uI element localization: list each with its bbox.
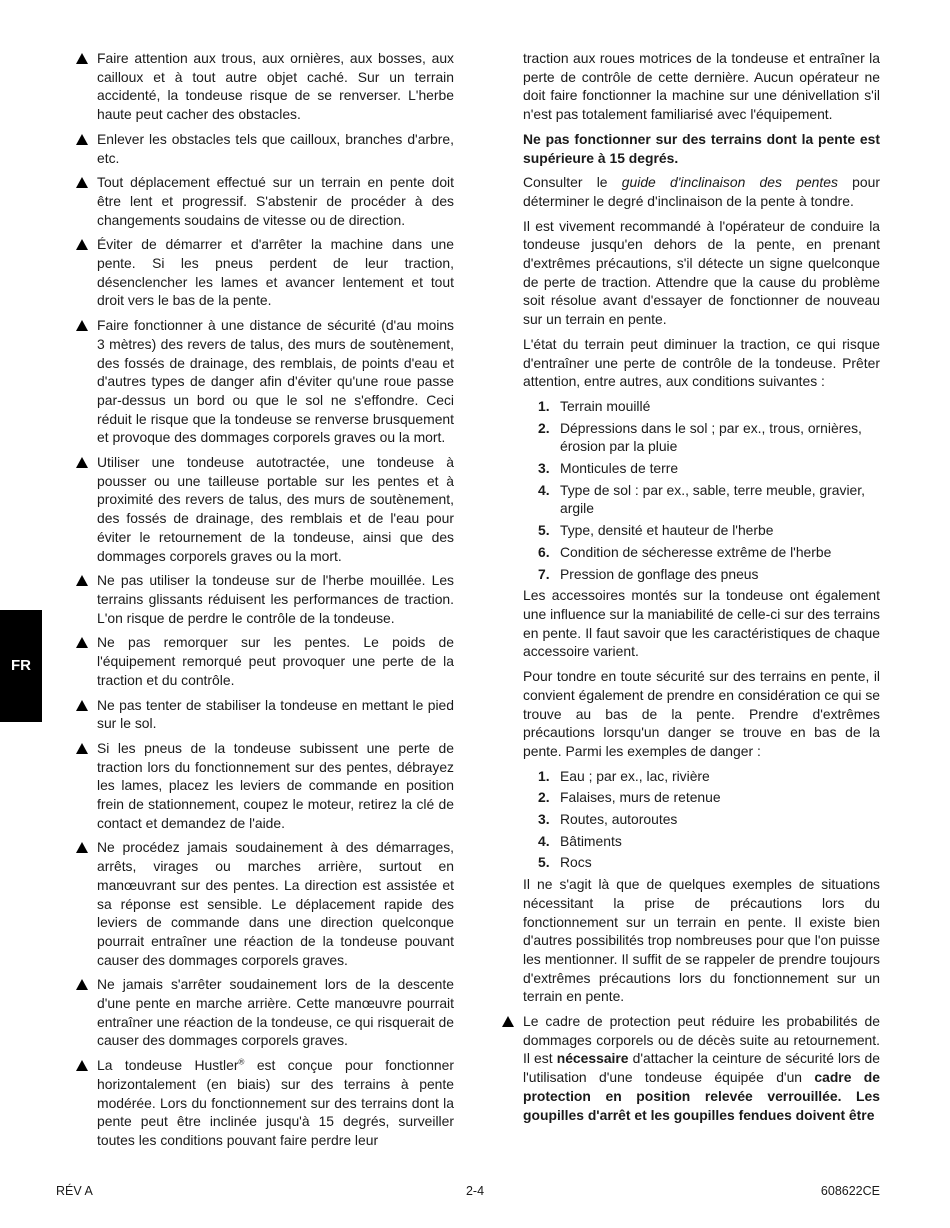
safety-item-text: Ne procédez jamais soudainement à des démarrages, arrêts, virages ou marches arrière, surtout en manœuvrant sur des pentes. La direction est assistée et sa réponse est sensible. Le déplacement rapide des leviers de commande dans une direction quelconque pourrait entraîner une réaction de la tondeuse pouvant causer des dommages corporels graves. (97, 839, 454, 968)
dangers-list (502, 767, 880, 873)
list-item (502, 788, 880, 807)
text-run: Le cadre de protection peut réduire les probabilités de dommages corporels ou de décès suite au retournement. Il est (523, 1013, 880, 1067)
list-item (502, 459, 880, 478)
safety-item-text: Enlever les obstacles tels que cailloux, branches d'arbre, etc. (97, 130, 454, 166)
safety-item-text: Ne pas remorquer sur les pentes. Le poids de l'équipement remorqué peut provoquer une perte de la traction et du contrôle. (97, 634, 454, 688)
safety-item (502, 1012, 880, 1124)
text-run: pour déterminer le degré d'inclinaison de la pente à tondre. (523, 174, 880, 209)
safety-item (76, 838, 454, 969)
warning-triangle-icon (76, 239, 88, 250)
text-run: La tondeuse Hustler (97, 1057, 239, 1074)
text-run: Consulter le (523, 174, 622, 191)
terrain-intro: L'état du terrain peut diminuer la traction, ce qui risque d'entraîner une perte de contrôle de la tondeuse. Prêter attention, entre autres, aux conditions suivantes : (523, 335, 880, 390)
footer-page-number: 2-4 (465, 1184, 485, 1198)
warning-triangle-icon (76, 320, 88, 331)
item-number: 1. (538, 767, 550, 784)
item-number: 4. (538, 832, 550, 849)
safety-item (76, 1056, 454, 1150)
warning-triangle-icon (502, 1016, 514, 1027)
safety-item (76, 571, 454, 627)
conditions-list (502, 397, 880, 583)
safety-item (76, 130, 454, 167)
safety-item (76, 316, 454, 447)
safety-item-text: Ne jamais s'arrêter soudainement lors de la descente d'une pente en marche arrière. Cette manœuvre pourrait entraîner une réaction de la tondeuse, ce qui risquerait de causer des dommages corporels graves. (97, 976, 454, 1049)
item-number: 4. (538, 481, 550, 498)
item-text: Condition de sécheresse extrême de l'herbe (560, 543, 832, 560)
list-item (502, 397, 880, 416)
item-text: Eau ; par ex., lac, rivière (560, 767, 710, 784)
safety-item (76, 633, 454, 689)
warning-triangle-icon (76, 842, 88, 853)
item-number: 1. (538, 397, 550, 414)
safety-item-text: Ne pas utiliser la tondeuse sur de l'herbe mouillée. Les terrains glissants réduisent les performances de traction. L'on risque de perdre le contrôle de la tondeuse. (97, 572, 454, 626)
right-column (502, 49, 880, 1130)
safety-item-text (523, 1013, 880, 1123)
safety-item (76, 453, 454, 565)
slope-limit-warning: Ne pas fonctionner sur des terrains dont la pente est supérieure à 15 degrés. (523, 130, 880, 166)
list-item (502, 521, 880, 540)
item-text: Rocs (560, 854, 592, 871)
accessories-paragraph: Les accessoires montés sur la tondeuse ont également une influence sur la maniabilité de celle-ci sur des terrains en pente. Il faut savoir que les caractéristiques de chaque accessoire varient. (523, 587, 880, 660)
safety-item (76, 975, 454, 1050)
item-number: 3. (538, 811, 550, 828)
safety-item (76, 739, 454, 833)
item-text: Dépressions dans le sol ; par ex., trous, ornières, érosion par la pluie (560, 419, 862, 455)
safety-item (76, 173, 454, 229)
item-text: Bâtiments (560, 832, 622, 849)
item-number: 3. (538, 460, 550, 477)
language-tab (0, 610, 42, 722)
list-item (502, 481, 880, 518)
safety-item-text: Utiliser une tondeuse autotractée, une tondeuse à pousser ou une tailleuse portable sur les pentes et à proximité des revers de talus, des murs de soutènement, des fossés de drainage, des remblais et de l'eau pour éviter le retournement de la tondeuse, ainsi que des dommages corporels graves ou la mort. (97, 454, 454, 564)
list-item (502, 419, 880, 456)
safety-item (76, 235, 454, 310)
registered-mark: ® (238, 1057, 245, 1067)
guide-reference: guide d'inclinaison des pentes (621, 174, 838, 191)
footer-document-number: 608622CE (820, 1184, 880, 1198)
list-item (502, 767, 880, 786)
continuation-paragraph: traction aux roues motrices de la tondeuse et entraîner la perte de contrôle de cette dernière. Aucun opérateur ne doit faire fonctionner la machine sur une dénivellation s'il n'est pas totalement familiarisé avec l'équipement. (523, 50, 880, 123)
item-text: Type, densité et hauteur de l'herbe (560, 522, 774, 539)
warning-triangle-icon (76, 457, 88, 468)
text-run-bold: nécessaire (556, 1050, 629, 1067)
warning-triangle-icon (76, 134, 88, 145)
warning-triangle-icon (76, 743, 88, 754)
list-item (502, 853, 880, 872)
safety-item-text: Si les pneus de la tondeuse subissent une perte de traction lors du fonctionnement sur des pentes, débrayez les lames, placez les leviers de commande en position frein de stationnement, coupez le moteur, retirez la clé de contact et demandez de l'aide. (97, 739, 454, 831)
footer-revision: RÉV A (56, 1184, 93, 1198)
warning-triangle-icon (76, 700, 88, 711)
safety-item-text (97, 1057, 454, 1148)
left-column (76, 49, 454, 1156)
list-item (502, 565, 880, 584)
list-item (502, 543, 880, 562)
item-number: 6. (538, 543, 550, 560)
item-text: Terrain mouillé (560, 397, 651, 414)
item-number: 5. (538, 522, 550, 539)
text-run: est conçue pour fonctionner horizontalement (en biais) sur des terrains à pente modérée. Lors du fonctionnement sur des terrains dont la pente peut être inclinée jusqu'à 15 degrés, surveiller toutes les conditions pouvant faire perdre leur (97, 1057, 454, 1148)
warning-triangle-icon (76, 979, 88, 990)
safety-item-text: Tout déplacement effectué sur un terrain en pente doit être lent et progressif. S'abstenir de procéder à des changements soudains de vitesse ou de direction. (97, 174, 454, 228)
recommend-paragraph: Il est vivement recommandé à l'opérateur de conduire la tondeuse jusqu'en dehors de la pente, en prenant d'extrêmes précautions, s'il détecte un signe quelconque de perte de traction. Attendre que la cause du problème soit résolue avant d'essayer de fonctionner de nouveau sur un terrain en pente. (523, 217, 880, 328)
item-number: 2. (538, 789, 550, 806)
safety-item-text: Faire fonctionner à une distance de sécurité (d'au moins 3 mètres) des revers de talus, des murs de soutènement, des fossés de drainage, des remblais, de points d'eau et d'autres types de danger afin d'éviter qu'une roue passe par-dessus un bord ou que le sol ne s'effondre. Ceci réduit le risque que la tondeuse se renverse brusquement et provoque des dommages corporels graves ou la mort. (97, 317, 454, 446)
warning-triangle-icon (76, 177, 88, 188)
item-number: 5. (538, 854, 550, 871)
examples-note: Il ne s'agit là que de quelques exemples de situations nécessitant la prise de précautions lors du fonctionnement sur un terrain en pente. Il existe bien d'autres possibilités trop nombreuses pour que l'on puisse les mentionner. Il suffit de se rappeler de prendre toujours d'extrêmes précautions lors du fonctionnement sur un terrain en pente. (523, 876, 880, 1005)
item-text: Pression de gonflage des pneus (560, 565, 759, 582)
warning-triangle-icon (76, 53, 88, 64)
warning-triangle-icon (76, 637, 88, 648)
item-number: 7. (538, 565, 550, 582)
danger-intro: Pour tondre en toute sécurité sur des terrains en pente, il convient également de prendre en considération ce qui se trouve au bas de la pente. Prendre d'extrêmes précautions lorsqu'un danger se trouve en bas de la pente. Parmi les exemples de danger : (523, 668, 880, 759)
item-text: Falaises, murs de retenue (560, 789, 721, 806)
language-tab-label: FR (11, 656, 31, 674)
list-item (502, 832, 880, 851)
safety-item-text: Ne pas tenter de stabiliser la tondeuse en mettant le pied sur le sol. (97, 696, 454, 732)
text-run-bold: cadre de protection en position relevée verrouillée. Les goupilles d'arrêt et les goupilles fendues doivent être (523, 1069, 881, 1123)
list-item (502, 810, 880, 829)
warning-triangle-icon (76, 1060, 88, 1071)
item-text: Type de sol : par ex., sable, terre meuble, gravier, argile (560, 481, 865, 517)
safety-item (76, 696, 454, 733)
text-run: d'attacher la ceinture de sécurité lors de l'utilisation d'une tondeuse équipée d'un (523, 1050, 881, 1086)
consult-paragraph (502, 173, 880, 210)
item-number: 2. (538, 419, 550, 436)
warning-triangle-icon (76, 575, 88, 586)
item-text: Monticules de terre (560, 460, 679, 477)
safety-item-text: Faire attention aux trous, aux ornières, aux bosses, aux cailloux et à tout autre objet caché. Sur un terrain accidenté, la tondeuse risque de se renverser. L'herbe haute peut cacher des obstacles. (97, 50, 454, 123)
item-text: Routes, autoroutes (560, 811, 678, 828)
safety-item (76, 49, 454, 124)
safety-item-text: Éviter de démarrer et d'arrêter la machine dans une pente. Si les pneus perdent de leur traction, désenclencher les lames et avancer lentement et tout droit vers le bas de la pente. (97, 236, 454, 309)
